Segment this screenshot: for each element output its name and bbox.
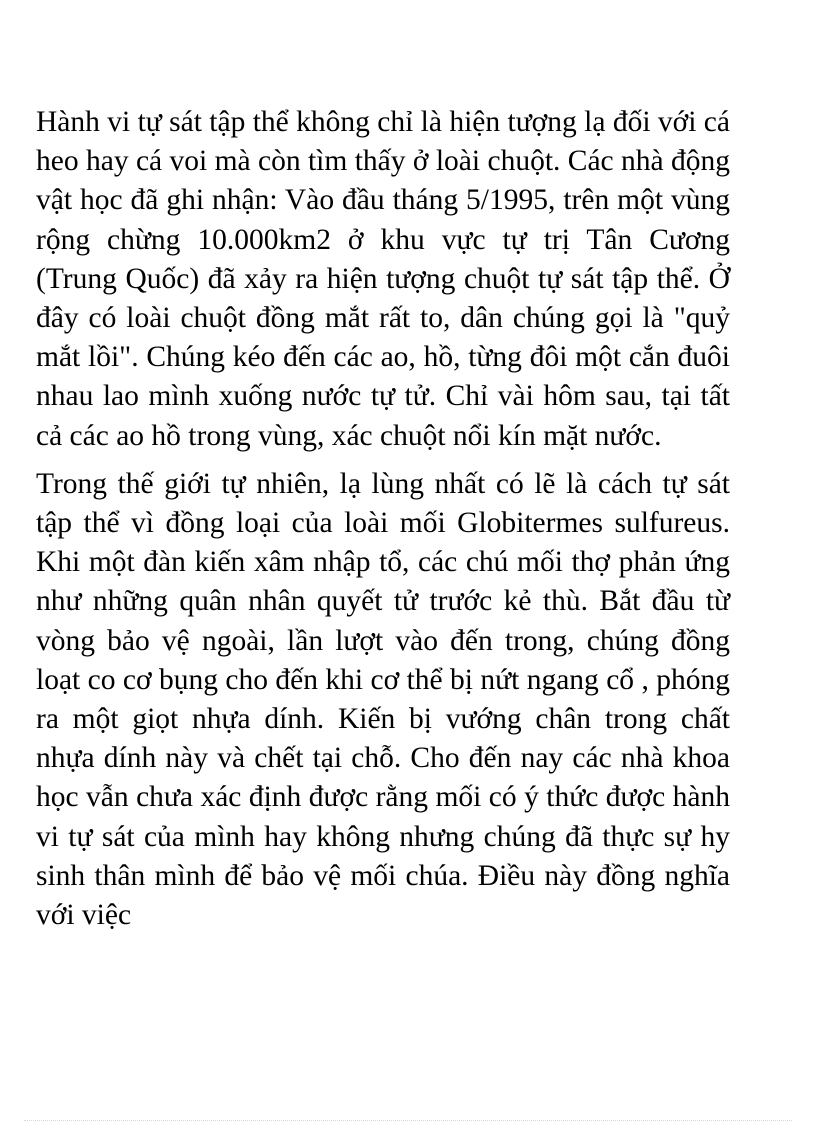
paragraph-lemming-suicide: Hành vi tự sát tập thể không chỉ là hiện tượng lạ đối với cá heo hay cá voi mà còn tìm thấy ở loài chuột. Các nhà động vật học đã ghi nhận: Vào đầu tháng 5/1995, trên một vùng rộng chừng 10.000km2 ở khu vực tự trị Tân Cương (Trung Quốc) đã xảy ra hiện tượng chuột tự sát tập thể. Ở đây có loài chuột đồng mắt rất to, dân chúng gọi là "quỷ mắt lồi". Chúng kéo đến các ao, hồ, từng đôi một cắn đuôi nhau lao mình xuống nước tự tử. Chỉ vài hôm sau, tại tất cả các ao hồ trong vùng, xác chuột nổi kín mặt nước.: [36, 106, 730, 452]
paragraph-termite-suicide: Trong thế giới tự nhiên, lạ lùng nhất có lẽ là cách tự sát tập thể vì đồng loại của loài mối Globitermes sulfureus. Khi một đàn kiến xâm nhập tổ, các chú mối thợ phản ứng như những quân nhân quyết tử trước kẻ thù. Bắt đầu từ vòng bảo vệ ngoài, lần lượt vào đến trong, chúng đồng loạt co cơ bụng cho đến khi cơ thể bị nứt ngang cổ , phóng ra một giọt nhựa dính. Kiến bị vướng chân trong chất nhựa dính này và chết tại chỗ. Cho đến nay các nhà khoa học vẫn chưa xác định được rằng mối có ý thức được hành vi tự sát của mình hay không nhưng chúng đã thực sự hy sinh thân mình để bảo vệ mối chúa. Điều này đồng nghĩa với việc: [36, 467, 730, 932]
page-bottom-divider: [24, 1120, 792, 1121]
document-body: [36, 103, 730, 935]
